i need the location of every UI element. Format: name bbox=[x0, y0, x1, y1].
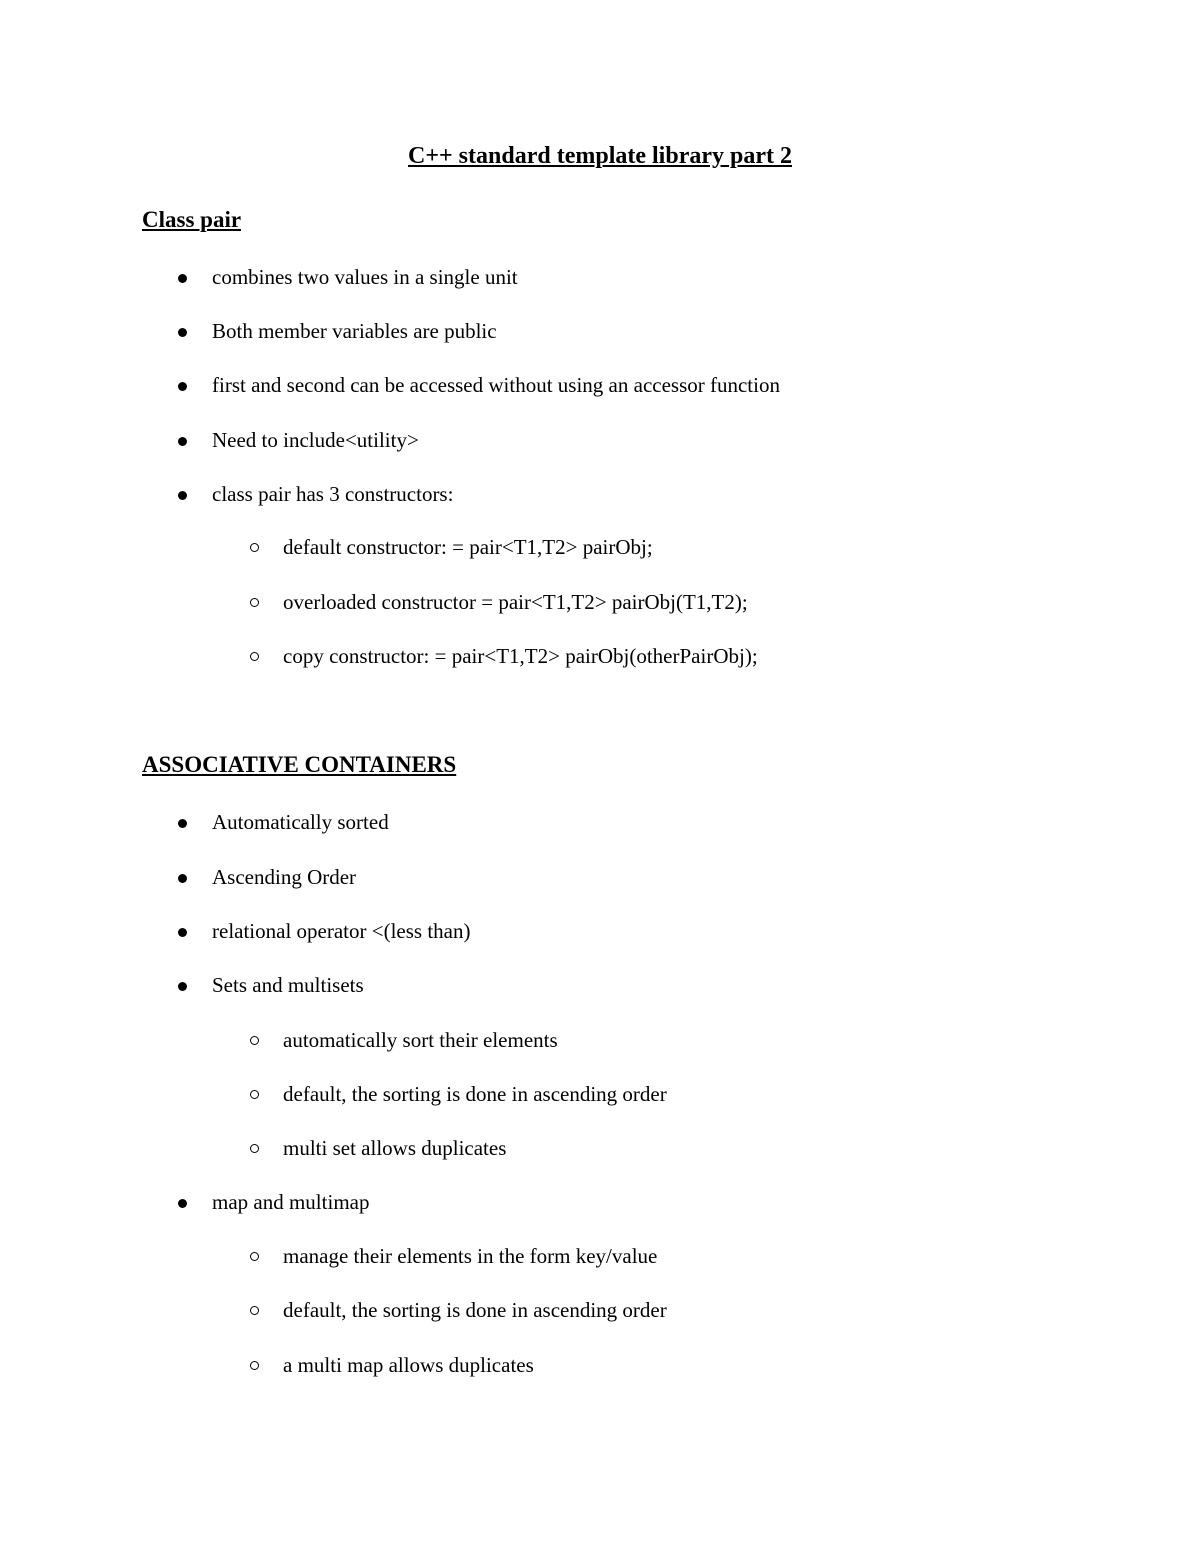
list-item: Sets and multisets bbox=[212, 973, 364, 997]
list-item: map and multimap bbox=[212, 1190, 370, 1214]
bullet-icon bbox=[178, 819, 187, 828]
sub-list-item: automatically sort their elements bbox=[283, 1028, 558, 1052]
circle-bullet-icon bbox=[250, 543, 259, 552]
sub-list-item: multi set allows duplicates bbox=[283, 1136, 507, 1160]
list-item: Need to include<utility> bbox=[212, 428, 419, 452]
bullet-icon bbox=[178, 874, 187, 883]
bullet-icon bbox=[178, 274, 187, 283]
circle-bullet-icon bbox=[250, 1090, 259, 1099]
sub-list-item: default constructor: = pair<T1,T2> pairObj; bbox=[283, 535, 653, 559]
bullet-icon bbox=[178, 928, 187, 937]
circle-bullet-icon bbox=[250, 652, 259, 661]
bullet-icon bbox=[178, 328, 187, 337]
list-item: Automatically sorted bbox=[212, 810, 389, 834]
bullet-icon bbox=[178, 382, 187, 391]
bullet-icon bbox=[178, 491, 187, 500]
list-item: Both member variables are public bbox=[212, 319, 497, 343]
list-item: Ascending Order bbox=[212, 865, 357, 889]
heading-class-pair: Class pair bbox=[142, 207, 242, 232]
circle-bullet-icon bbox=[250, 1144, 259, 1153]
list-item: first and second can be accessed without using an accessor function bbox=[212, 373, 780, 397]
sub-list-item: a multi map allows duplicates bbox=[283, 1353, 534, 1377]
circle-bullet-icon bbox=[250, 598, 259, 607]
sub-list-item: overloaded constructor = pair<T1,T2> pairObj(T1,T2); bbox=[283, 590, 748, 614]
sub-list-item: copy constructor: = pair<T1,T2> pairObj(otherPairObj); bbox=[283, 644, 758, 668]
circle-bullet-icon bbox=[250, 1252, 259, 1261]
heading-associative-containers: ASSOCIATIVE CONTAINERS bbox=[142, 752, 457, 777]
list-item: relational operator <(less than) bbox=[212, 919, 471, 943]
sub-list-item: default, the sorting is done in ascending order bbox=[283, 1082, 667, 1106]
bullet-icon bbox=[178, 982, 187, 991]
page-title: C++ standard template library part 2 bbox=[408, 143, 792, 169]
bullet-icon bbox=[178, 1199, 187, 1208]
sub-list-item: default, the sorting is done in ascending order bbox=[283, 1298, 667, 1322]
circle-bullet-icon bbox=[250, 1306, 259, 1315]
sub-list-item: manage their elements in the form key/value bbox=[283, 1244, 658, 1268]
circle-bullet-icon bbox=[250, 1036, 259, 1045]
list-item: class pair has 3 constructors: bbox=[212, 482, 454, 506]
circle-bullet-icon bbox=[250, 1361, 259, 1370]
bullet-icon bbox=[178, 437, 187, 446]
list-item: combines two values in a single unit bbox=[212, 265, 518, 289]
